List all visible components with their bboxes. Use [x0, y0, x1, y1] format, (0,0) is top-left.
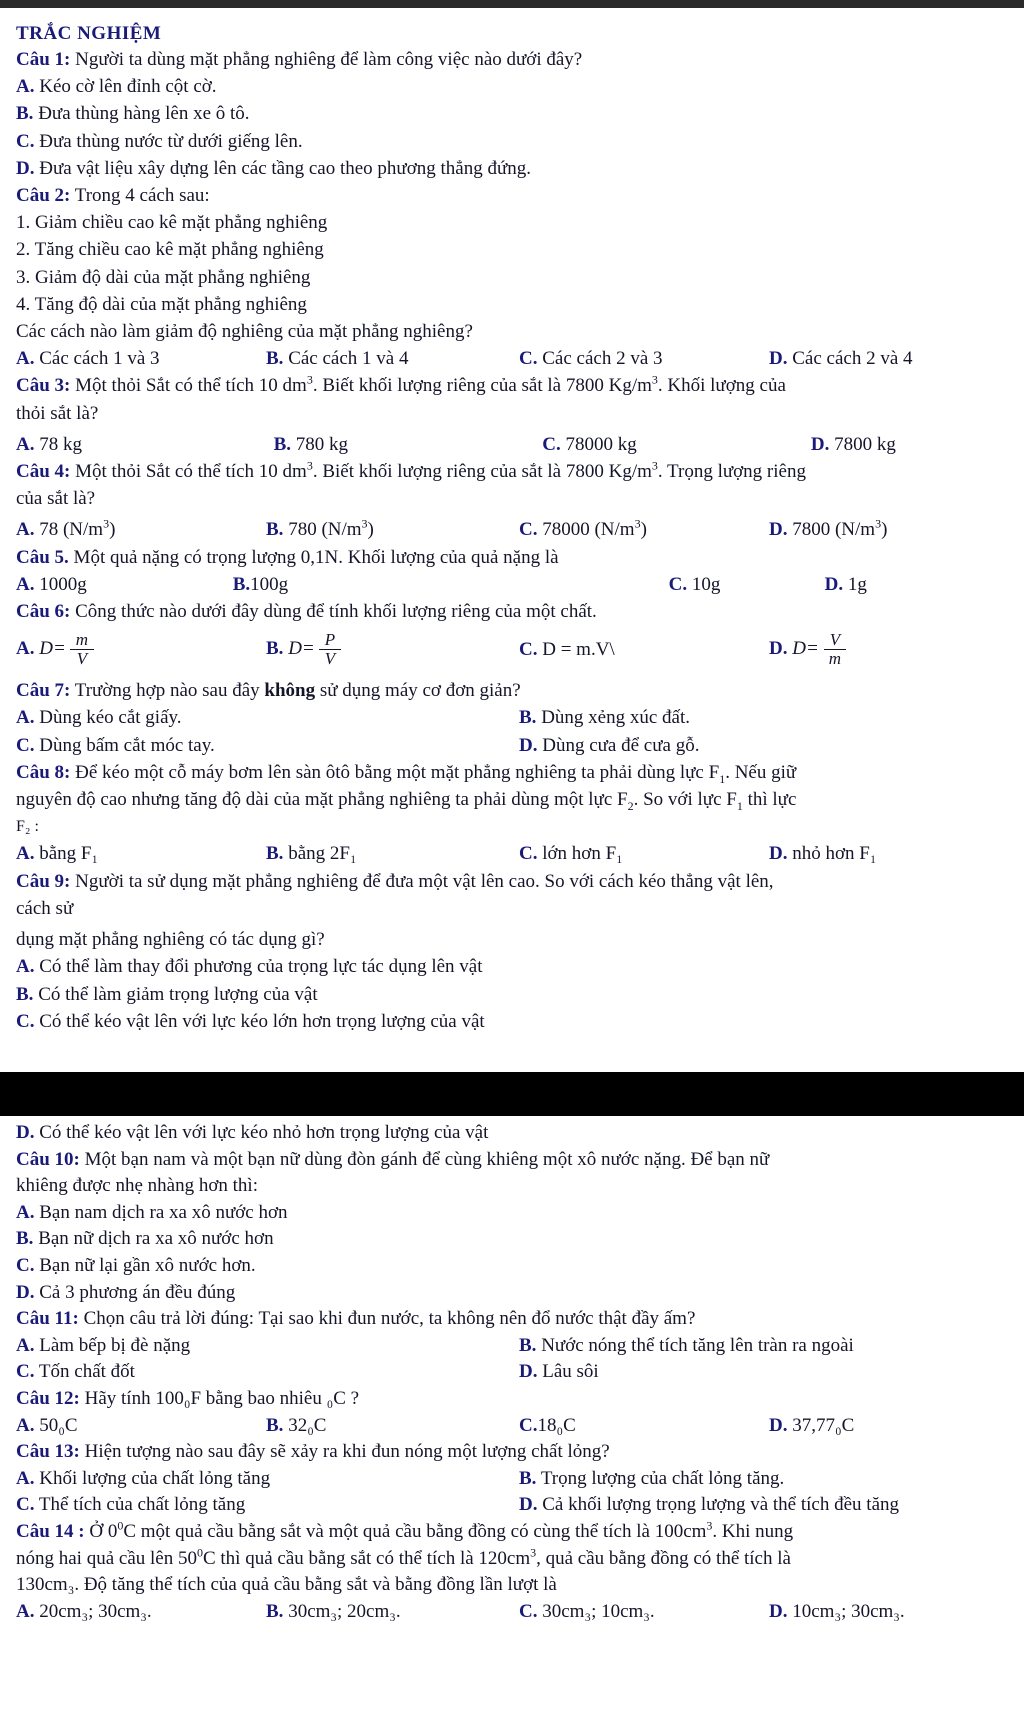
- page-title: TRẮC NGHIỆM: [16, 23, 162, 44]
- q7-options-row-1: [16, 704, 1024, 731]
- q5-options: [16, 571, 1024, 598]
- q10-option-b: B. Bạn nữ dịch ra xa xô nước hơn: [16, 1228, 274, 1250]
- q6-option-c: C. D = m.V\: [519, 638, 615, 660]
- q4-option-a: A. 78 $(N/m^3)$: [16, 517, 116, 541]
- q9-option-d: D. Có thể kéo vật lên với lực kéo nhỏ hơn trọng lượng của vật: [16, 1122, 489, 1143]
- screenshot-top-panel: [0, 8, 1024, 1072]
- question-7: Câu 7: Trường hợp nào sau đây không sử dụng máy cơ đơn giản?: [16, 680, 521, 702]
- question-10: Câu 10: Một bạn nam và một bạn nữ dùng đòn gánh để cùng khiêng một xô nước nặng. Để bạn nữ: [16, 1148, 770, 1170]
- q3-option-a: A. 78 kg: [16, 433, 82, 455]
- screenshot-bottom-panel: [0, 1116, 1024, 1711]
- q14-option-b: B. 30cm₃; 20cm₃.: [266, 1600, 401, 1622]
- q4-line-2: của sắt là?: [16, 488, 96, 510]
- q11-options-row-2: [16, 1359, 1024, 1386]
- q14-options: [16, 1599, 1024, 1626]
- q12-option-b: B. 32₀C: [266, 1414, 327, 1436]
- q8-line-2: nguyên độ cao nhưng tăng độ dài của mặt phẳng nghiêng ta phải dùng một lực $F_2$. So với lực $F_1$ thì lực: [16, 789, 797, 813]
- q9-line-3: dụng mặt phẳng nghiêng có tác dụng gì?: [16, 929, 325, 951]
- q2-option-d: D. Các cách 2 và 4: [769, 348, 913, 370]
- q7-option-c: C. Dùng bấm cắt móc tay.: [16, 734, 215, 756]
- q1-option-b: B. Đưa thùng hàng lên xe ô tô.: [16, 103, 250, 125]
- q8-option-c: C. lớn hơn F₁: [519, 843, 623, 865]
- q3-line-2: thỏi sắt là?: [16, 402, 99, 424]
- q2-item-2: 2. Tăng chiều cao kê mặt phẳng nghiêng: [16, 239, 324, 261]
- q4-option-b: B. 780 $(N/m^3)$: [266, 517, 374, 541]
- q3-option-b: B. 780 kg: [273, 433, 348, 455]
- q12-option-a: A. 50₀C: [16, 1414, 78, 1436]
- q10-line-2: khiêng được nhẹ nhàng hơn thì:: [16, 1175, 258, 1197]
- question-8: Câu 8: Để kéo một cỗ máy bơm lên sàn ôtô bằng một mặt phẳng nghiêng ta phải dùng lực $F_1$. Nếu giữ: [16, 761, 797, 786]
- q11-option-d: D. Lâu sôi: [519, 1361, 599, 1383]
- q7-option-d: D. Dùng cưa để cưa gỗ.: [519, 734, 700, 756]
- q2-item-4: 4. Tăng độ dài của mặt phẳng nghiêng: [16, 293, 307, 315]
- q6-option-a: A. D= $\frac{m}{V}$: [16, 631, 266, 668]
- q12-option-c: C.18₀C: [519, 1414, 576, 1436]
- q9-line-2: cách sử: [16, 897, 74, 919]
- q7-option-b: B. Dùng xẻng xúc đất.: [519, 707, 690, 729]
- q1-option-a: A. Kéo cờ lên đỉnh cột cờ.: [16, 76, 217, 98]
- q13-option-a: A. Khối lượng của chất lỏng tăng: [16, 1467, 271, 1489]
- q8-option-a: A. bằng F₁: [16, 843, 99, 865]
- q1-option-c: C. Đưa thùng nước từ dưới giếng lên.: [16, 130, 303, 152]
- q12-options: [16, 1413, 1024, 1440]
- q3-options: [16, 431, 1024, 458]
- q6-options: [16, 625, 1024, 673]
- q13-options-row-2: [16, 1492, 1024, 1519]
- q13-option-d: D. Cả khối lượng trọng lượng và thể tích đều tăng: [519, 1494, 900, 1516]
- q11-option-b: B. Nước nóng thể tích tăng lên tràn ra ngoài: [519, 1334, 854, 1356]
- top-edge-bar: [0, 0, 1024, 8]
- q14-line-2: nóng hai quả cầu lên $50^0C$ thì quả cầu bằng sắt có thể tích là $120cm^3$, quả cầu bằng đồng có thể tích là: [16, 1545, 791, 1569]
- q4-option-c: C. 78000 $(N/m^3)$: [519, 517, 647, 541]
- fraction: $\frac{V}{m}$: [823, 631, 847, 668]
- q6-option-b: B. D= $\frac{P}{V}$: [266, 631, 519, 668]
- q2-options: [16, 345, 1024, 372]
- question-2: Câu 2: Trong 4 cách sau:: [16, 185, 210, 207]
- q8-option-b: B. bằng 2F₁: [266, 843, 357, 865]
- question-11: Câu 11: Chọn câu trả lời đúng: Tại sao khi đun nước, ta không nên đổ nước thật đầy ấm?: [16, 1308, 696, 1330]
- fraction: $\frac{P}{V}$: [319, 631, 341, 668]
- q11-option-c: C. Tốn chất đốt: [16, 1361, 135, 1383]
- q8-options: [16, 840, 1024, 867]
- q5-option-a: A. 1000g: [16, 573, 87, 595]
- question-5: Câu 5. Một quả nặng có trọng lượng 0,1N. Khối lượng của quả nặng là: [16, 546, 559, 568]
- q2-option-c: C. Các cách 2 và 3: [519, 348, 663, 370]
- q1-option-d: D. Đưa vật liệu xây dựng lên các tầng cao theo phương thẳng đứng.: [16, 157, 532, 179]
- q14-line-3: 130cm₃. Độ tăng thể tích của quả cầu bằng sắt và bằng đồng lần lượt là: [16, 1574, 557, 1596]
- q8-line-3: F₂ :: [16, 818, 39, 836]
- question-1: Câu 1: Người ta dùng mặt phẳng nghiêng để làm công việc nào dưới đây?: [16, 49, 583, 70]
- q2-option-a: A. Các cách 1 và 3: [16, 348, 160, 370]
- question-number: Câu 1:: [16, 49, 71, 70]
- q2-item-1: 1. Giảm chiều cao kê mặt phẳng nghiêng: [16, 212, 328, 234]
- q2-item-3: 3. Giảm độ dài của mặt phẳng nghiêng: [16, 266, 311, 288]
- q3-option-d: D. 7800 kg: [810, 433, 896, 455]
- q9-option-c: C. Có thể kéo vật lên với lực kéo lớn hơn trọng lượng của vật: [16, 1010, 485, 1032]
- q5-option-b: B.100g: [232, 573, 289, 595]
- q5-option-c: C. 10g: [668, 573, 721, 595]
- q4-options: [16, 516, 1024, 543]
- q6-option-d: D. D= $\frac{V}{m}$: [769, 631, 999, 668]
- q14-option-c: C. 30cm₃; 10cm₃.: [519, 1600, 655, 1622]
- q9-option-a: A. Có thể làm thay đổi phương của trọng lực tác dụng lên vật: [16, 956, 483, 978]
- q10-option-d: D. Cả 3 phương án đều đúng: [16, 1281, 236, 1303]
- q11-option-a: A. Làm bếp bị đè nặng: [16, 1334, 191, 1356]
- q14-option-d: D. 10cm₃; 30cm₃.: [769, 1600, 905, 1622]
- fraction: $\frac{m}{V}$: [70, 631, 94, 668]
- question-6: Câu 6: Công thức nào dưới đây dùng để tính khối lượng riêng của một chất.: [16, 601, 597, 623]
- question-13: Câu 13: Hiện tượng nào sau đây sẽ xảy ra khi đun nóng một lượng chất lỏng?: [16, 1441, 610, 1463]
- q10-option-a: A. Bạn nam dịch ra xa xô nước hơn: [16, 1201, 288, 1223]
- question-4: Câu 4: Một thỏi Sắt có thể tích 10 $dm^3$. Biết khối lượng riêng của sắt là 7800 $Kg/m^3$. Trọng lượng riêng: [16, 458, 806, 483]
- screenshot-divider: [0, 1072, 1024, 1116]
- q4-option-d: D. 7800 $(N/m^3)$: [769, 517, 888, 541]
- q9-option-b: B. Có thể làm giảm trọng lượng của vật: [16, 983, 318, 1005]
- q2-option-b: B. Các cách 1 và 4: [266, 348, 409, 370]
- question-12: Câu 12: Hãy tính 100₀F bằng bao nhiêu ₀C ?: [16, 1387, 360, 1409]
- q8-option-d: D. nhỏ hơn F₁: [769, 843, 877, 865]
- q12-option-d: D. 37,77₀C: [769, 1414, 855, 1436]
- q13-option-c: C. Thể tích của chất lỏng tăng: [16, 1494, 246, 1516]
- q13-option-b: B. Trọng lượng của chất lỏng tăng.: [519, 1467, 785, 1489]
- q10-option-c: C. Bạn nữ lại gần xô nước hơn.: [16, 1254, 256, 1276]
- question-9: Câu 9: Người ta sử dụng mặt phẳng nghiêng để đưa một vật lên cao. So với cách kéo thẳng vật lên,: [16, 870, 774, 892]
- q3-option-c: C. 78000 kg: [542, 433, 637, 455]
- q14-option-a: A. 20cm₃; 30cm₃.: [16, 1600, 152, 1622]
- q13-options-row-1: [16, 1466, 1024, 1493]
- q7-options-row-2: [16, 732, 1024, 759]
- q7-option-a: A. Dùng kéo cắt giấy.: [16, 707, 182, 729]
- q11-options-row-1: [16, 1333, 1024, 1360]
- q5-option-d: D. 1g: [824, 573, 867, 595]
- question-3: Câu 3: Một thỏi Sắt có thể tích 10 $dm^3$. Biết khối lượng riêng của sắt là 7800 $Kg/m^3$. Khối lượng của: [16, 373, 786, 397]
- q2-prompt: Các cách nào làm giảm độ nghiêng của mặt phẳng nghiêng?: [16, 321, 473, 343]
- question-14: Câu 14 : Ở $0^0C$ một quả cầu bằng sắt và một quả cầu bằng đồng có cùng thể tích là $100cm^3$. Khi nung: [16, 1518, 794, 1542]
